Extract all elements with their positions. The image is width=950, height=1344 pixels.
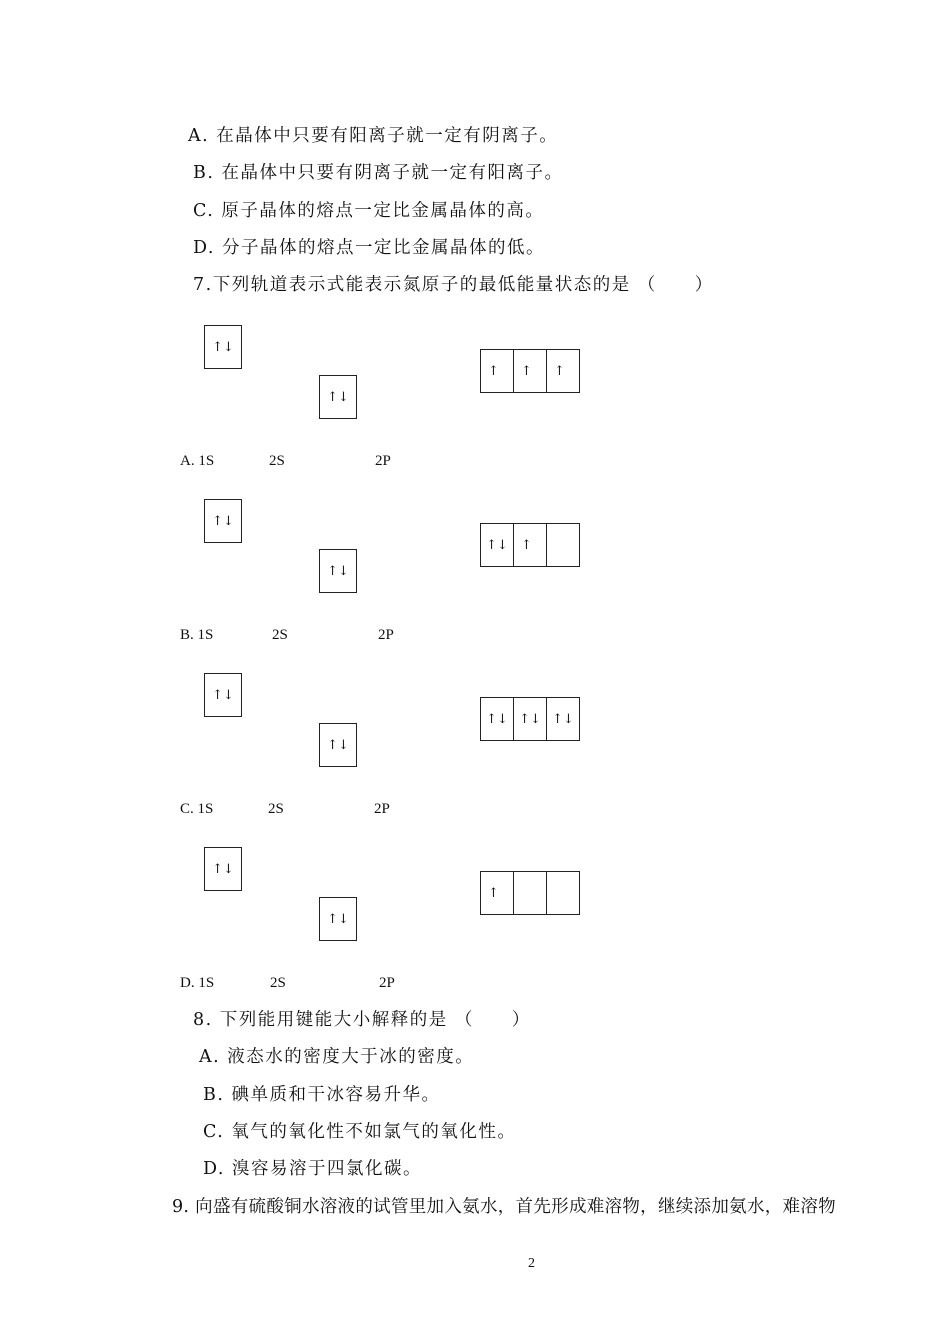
q9-stem: 9. 向盛有硫酸铜水溶液的试管里加入氨水，首先形成难溶物，继续添加氨水，难溶物	[172, 1197, 836, 1217]
page-number: 2	[528, 1256, 535, 1271]
label-2s: 2S	[269, 453, 285, 469]
orbital-2p-group	[480, 523, 580, 567]
orbital-2p-cell: ↑	[513, 523, 547, 567]
orbital-2p-cell: ↑↓	[480, 697, 514, 741]
label-2s: 2S	[270, 975, 286, 991]
orbital-2p-cell: ↑↓	[513, 697, 547, 741]
orbital-2p-cell: ↑	[480, 349, 514, 393]
orbital-1s-box: ↑↓	[204, 847, 242, 891]
label-2p: 2P	[379, 975, 395, 991]
orbital-2p-group	[480, 871, 580, 915]
orbital-2p-cell: ↑↓	[480, 523, 514, 567]
option-label: C. 1S	[180, 801, 214, 817]
orbital-1s-box: ↑↓	[204, 325, 242, 369]
orbital-2s-box: ↑↓	[319, 549, 357, 593]
orbital-2p-cell	[546, 871, 580, 915]
label-2s: 2S	[272, 627, 288, 643]
q7-stem: 7.下列轨道表示式能表示氮原子的最低能量状态的是 （ ）	[193, 275, 714, 295]
orbital-2p-cell: ↑↓	[546, 697, 580, 741]
q8-option-d: D. 溴容易溶于四氯化碳。	[203, 1159, 423, 1179]
q8-option-a: A. 液态水的密度大于冰的密度。	[199, 1047, 475, 1067]
label-2s: 2S	[268, 801, 284, 817]
orbital-1s-box: ↑↓	[204, 673, 242, 717]
orbital-2p-cell: ↑	[480, 871, 514, 915]
option-label: A. 1S	[180, 453, 215, 469]
q6-option-c: C. 原子晶体的熔点一定比金属晶体的高。	[193, 201, 545, 221]
label-2p: 2P	[378, 627, 394, 643]
orbital-2s-box: ↑↓	[319, 897, 357, 941]
orbital-2s-box: ↑↓	[319, 723, 357, 767]
orbital-2p-cell	[513, 871, 547, 915]
orbital-2p-cell: ↑	[513, 349, 547, 393]
q8-option-b: B. 碘单质和干冰容易升华。	[203, 1085, 441, 1105]
q8-stem: 8. 下列能用键能大小解释的是 （ ）	[193, 1010, 531, 1030]
option-label: B. 1S	[180, 627, 214, 643]
orbital-2p-cell: ↑	[546, 349, 580, 393]
label-2p: 2P	[375, 453, 391, 469]
orbital-2s-box: ↑↓	[319, 375, 357, 419]
q6-option-a: A. 在晶体中只要有阳离子就一定有阴离子。	[188, 126, 559, 146]
orbital-2p-cell	[546, 523, 580, 567]
orbital-1s-box: ↑↓	[204, 499, 242, 543]
q6-option-d: D. 分子晶体的熔点一定比金属晶体的低。	[193, 238, 546, 258]
orbital-2p-group	[480, 697, 580, 741]
q6-option-b: B. 在晶体中只要有阴离子就一定有阳离子。	[193, 163, 564, 183]
option-label: D. 1S	[180, 975, 215, 991]
orbital-2p-group	[480, 349, 580, 393]
label-2p: 2P	[374, 801, 390, 817]
q8-option-c: C. 氧气的氧化性不如氯气的氧化性。	[203, 1122, 517, 1142]
